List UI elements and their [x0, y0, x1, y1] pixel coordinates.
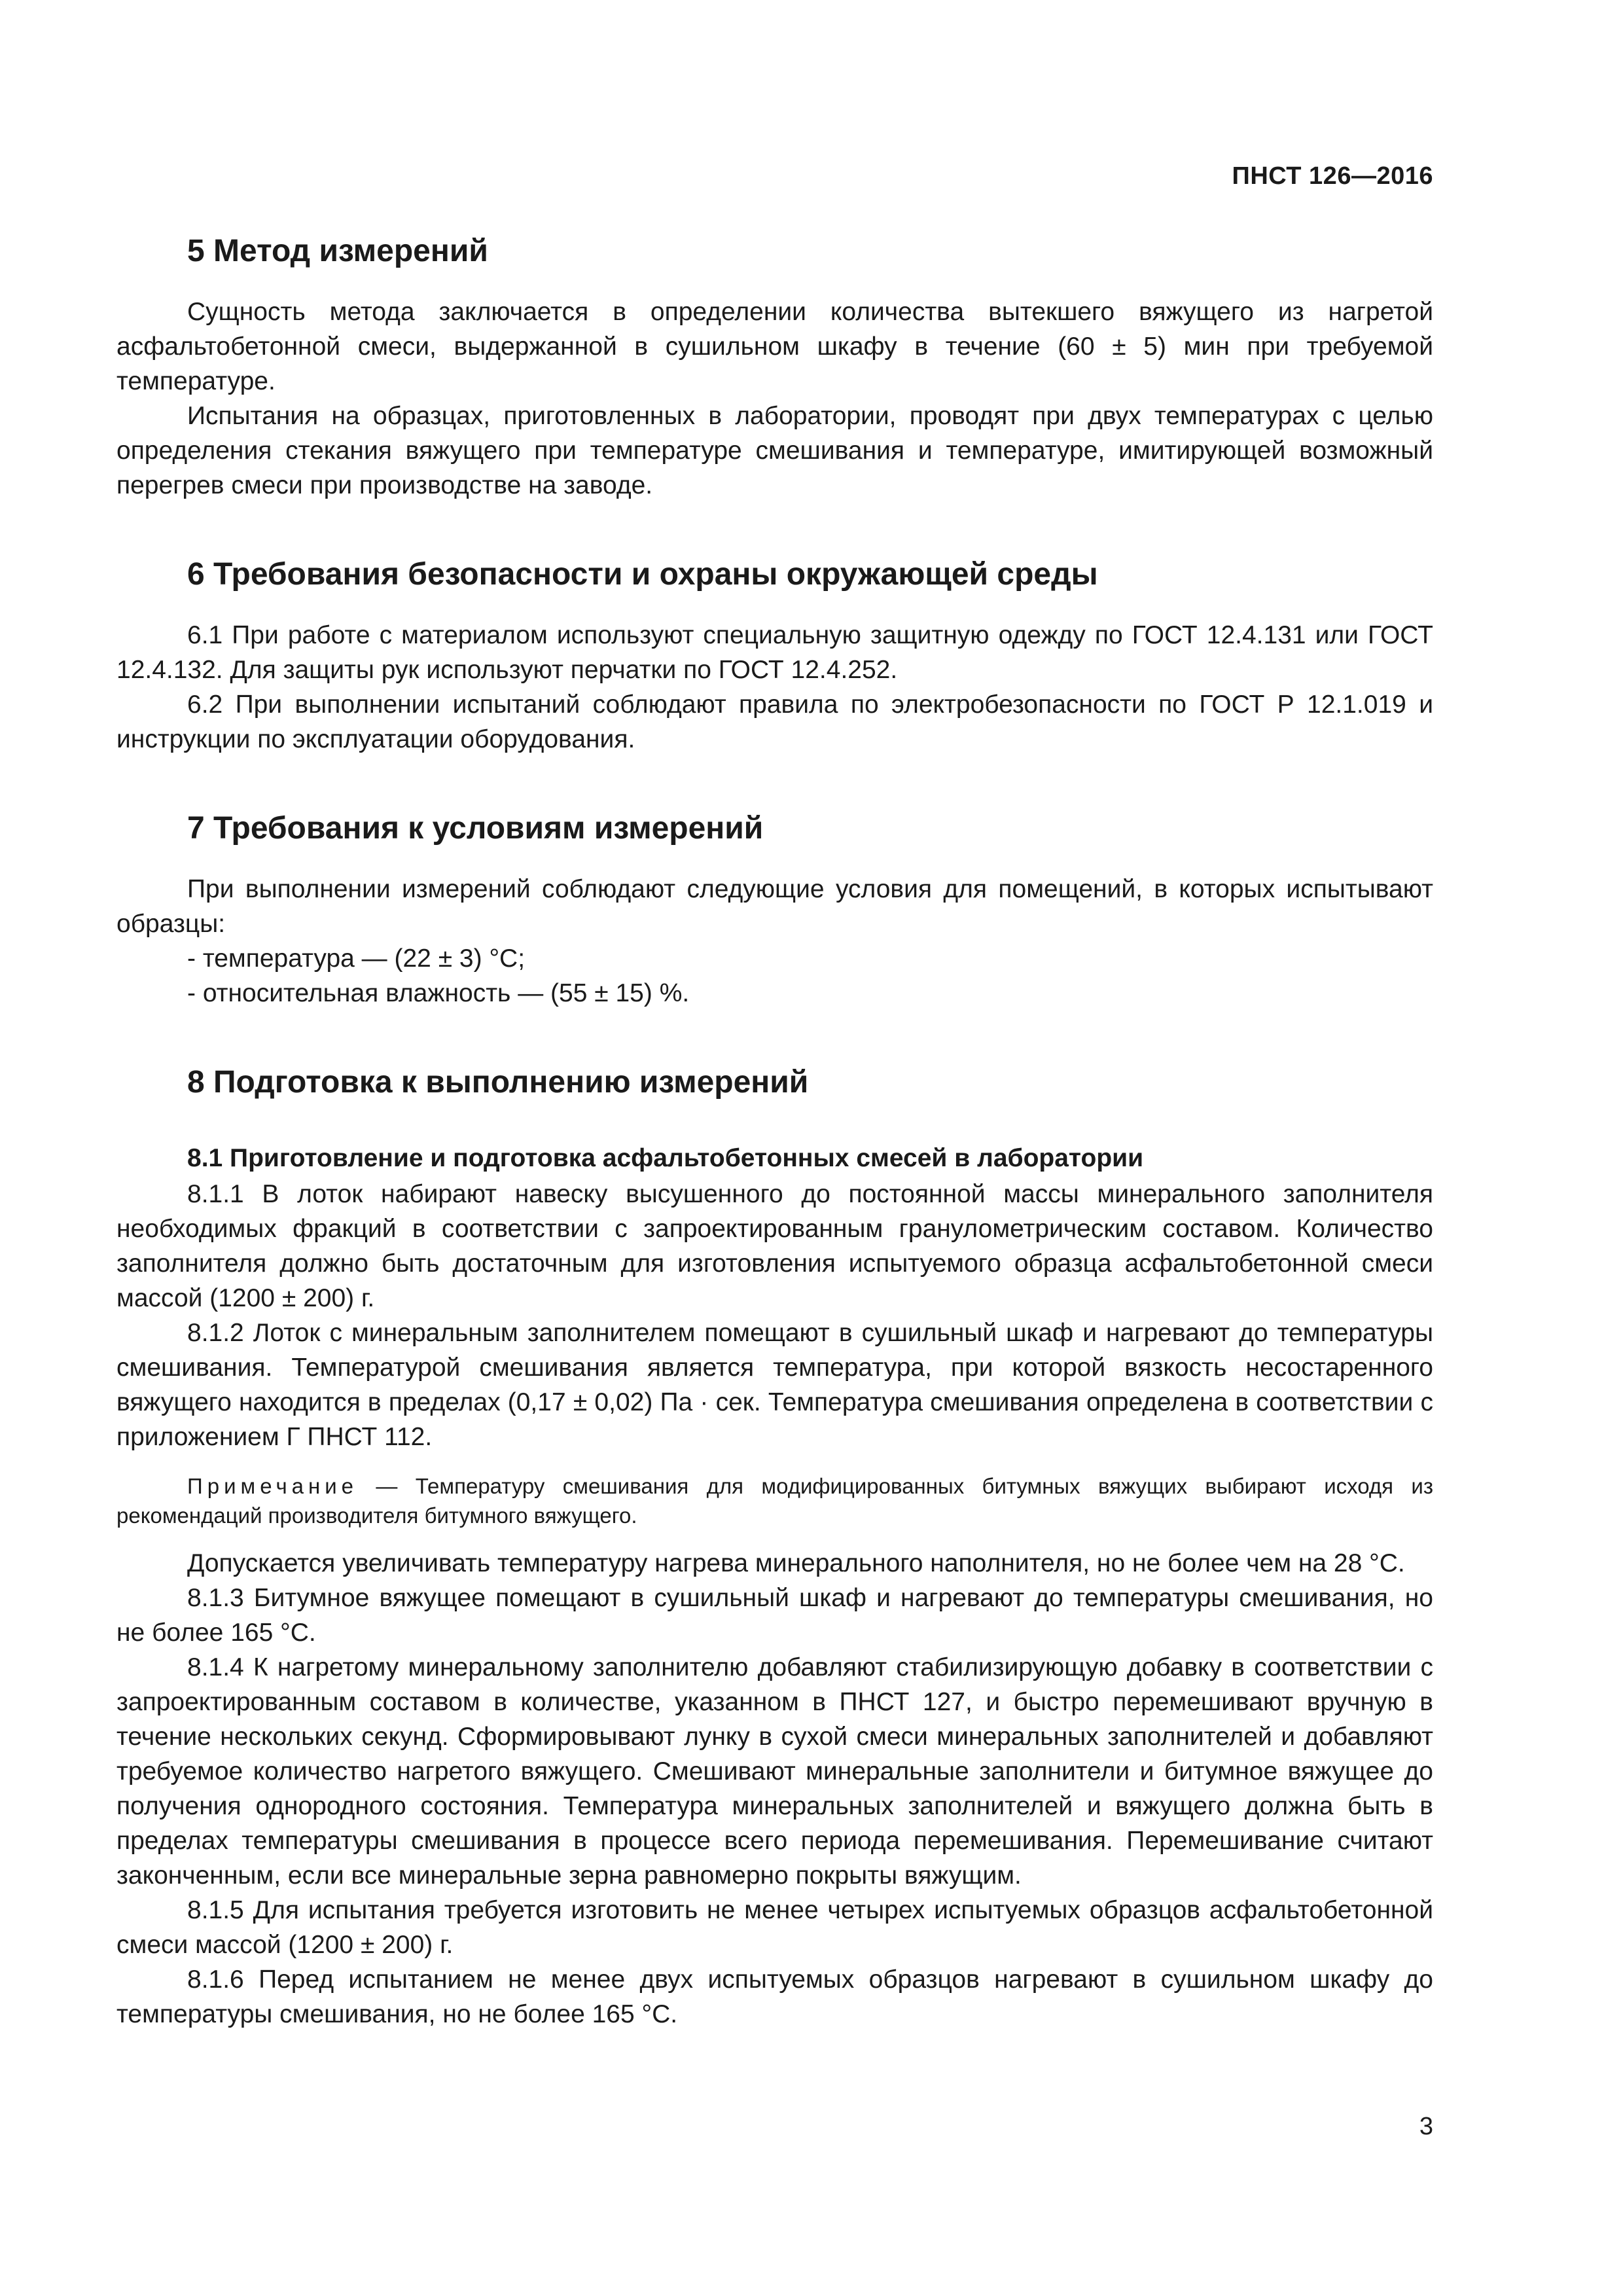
clause-8-1-1: 8.1.1 В лоток набирают навеску высушенного до постоянной массы минерального заполнителя необходимых фракций в соответствии с запроектированным гранулометрическим составом. Количество заполнителя должно быть достаточным для изготовления испытуемого образца асфальтобетонной смеси массой (1200 ± 200) г.	[116, 1180, 1433, 1312]
clause-6-1: 6.1 При работе с материалом используют специальную защитную одежду по ГОСТ 12.4.131 или ГОСТ 12.4.132. Для защиты рук используют перчатки по ГОСТ 12.4.252.	[116, 621, 1433, 684]
section-7-title: 7 Требования к условиям измерений	[187, 811, 764, 846]
note-label: Примечание	[187, 1474, 359, 1498]
clause-8-1-4: 8.1.4 К нагретому минеральному заполнителю добавляют стабилизирующую добавку в соответствии с запроектированным составом в количестве, указанном в ПНСТ 127, и быстро перемешивают вручную в течение нескольких секунд. Сформировывают лунку в сухой смеси минеральных заполнителей и добавляют требуемое количество нагретого вяжущего. Смешивают минеральные заполнители и битумное вяжущее до получения однородного состояния. Температура минеральных заполнителей и вяжущего должна быть в пределах температуры смешивания в процессе всего периода перемешивания. Перемешивание считают законченным, если все минеральные зерна равномерно покрыты вяжущим.	[116, 1653, 1433, 1890]
condition-humidity: - относительная влажность — (55 ± 15) %.	[187, 979, 690, 1007]
condition-temperature: - температура — (22 ± 3) °C;	[187, 944, 526, 973]
subsection-8-1-title: 8.1 Приготовление и подготовка асфальтобетонных смесей в лаборатории	[187, 1144, 1144, 1172]
paragraph-allowance: Допускается увеличивать температуру нагрева минерального наполнителя, но не более чем на 28 °C.	[187, 1549, 1405, 1577]
note-paragraph	[116, 1471, 1433, 1530]
section-5-paragraph-1: Сущность метода заключается в определении количества вытекшего вяжущего из нагретой асфальтобетонной смеси, выдержанной в сушильном шкафу в течение (60 ± 5) мин при требуемой температуре.	[116, 298, 1433, 395]
section-7-paragraph: При выполнении измерений соблюдают следующие условия для помещений, в которых испытывают образцы:	[116, 875, 1433, 938]
note-text: — Температуру смешивания для модифицированных битумных вяжущих выбирают исходя из рекомендаций производителя битумного вяжущего.	[116, 1474, 1433, 1528]
document-code: ПНСТ 126—2016	[1232, 162, 1433, 190]
clause-8-1-2: 8.1.2 Лоток с минеральным заполнителем помещают в сушильный шкаф и нагревают до температуры смешивания. Температурой смешивания является температура, при которой вязкость несостаренного вяжущего находится в пределах (0,17 ± 0,02) Па · сек. Температура смешивания определена в соответствии с приложением Г ПНСТ 112.	[116, 1319, 1433, 1451]
clause-8-1-5: 8.1.5 Для испытания требуется изготовить не менее четырех испытуемых образцов асфальтобетонной смеси массой (1200 ± 200) г.	[116, 1896, 1433, 1959]
document-page	[116, 0, 1433, 2296]
page-number: 3	[1419, 2113, 1433, 2140]
clause-8-1-3: 8.1.3 Битумное вяжущее помещают в сушильный шкаф и нагревают до температуры смешивания, но не более 165 °C.	[116, 1584, 1433, 1647]
section-6-title: 6 Требования безопасности и охраны окружающей среды	[187, 557, 1098, 592]
document-body	[116, 230, 1433, 2032]
section-5-title: 5 Метод измерений	[187, 234, 488, 268]
section-8-title: 8 Подготовка к выполнению измерений	[187, 1065, 809, 1100]
clause-8-1-6: 8.1.6 Перед испытанием не менее двух испытуемых образцов нагревают в сушильном шкафу до температуры смешивания, но не более 165 °C.	[116, 1965, 1433, 2028]
clause-6-2: 6.2 При выполнении испытаний соблюдают правила по электробезопасности по ГОСТ Р 12.1.019 и инструкции по эксплуатации оборудования.	[116, 691, 1433, 753]
section-5-paragraph-2: Испытания на образцах, приготовленных в лаборатории, проводят при двух температурах с целью определения стекания вяжущего при температуре смешивания и температуре, имитирующей возможный перегрев смеси при производстве на заводе.	[116, 402, 1433, 499]
